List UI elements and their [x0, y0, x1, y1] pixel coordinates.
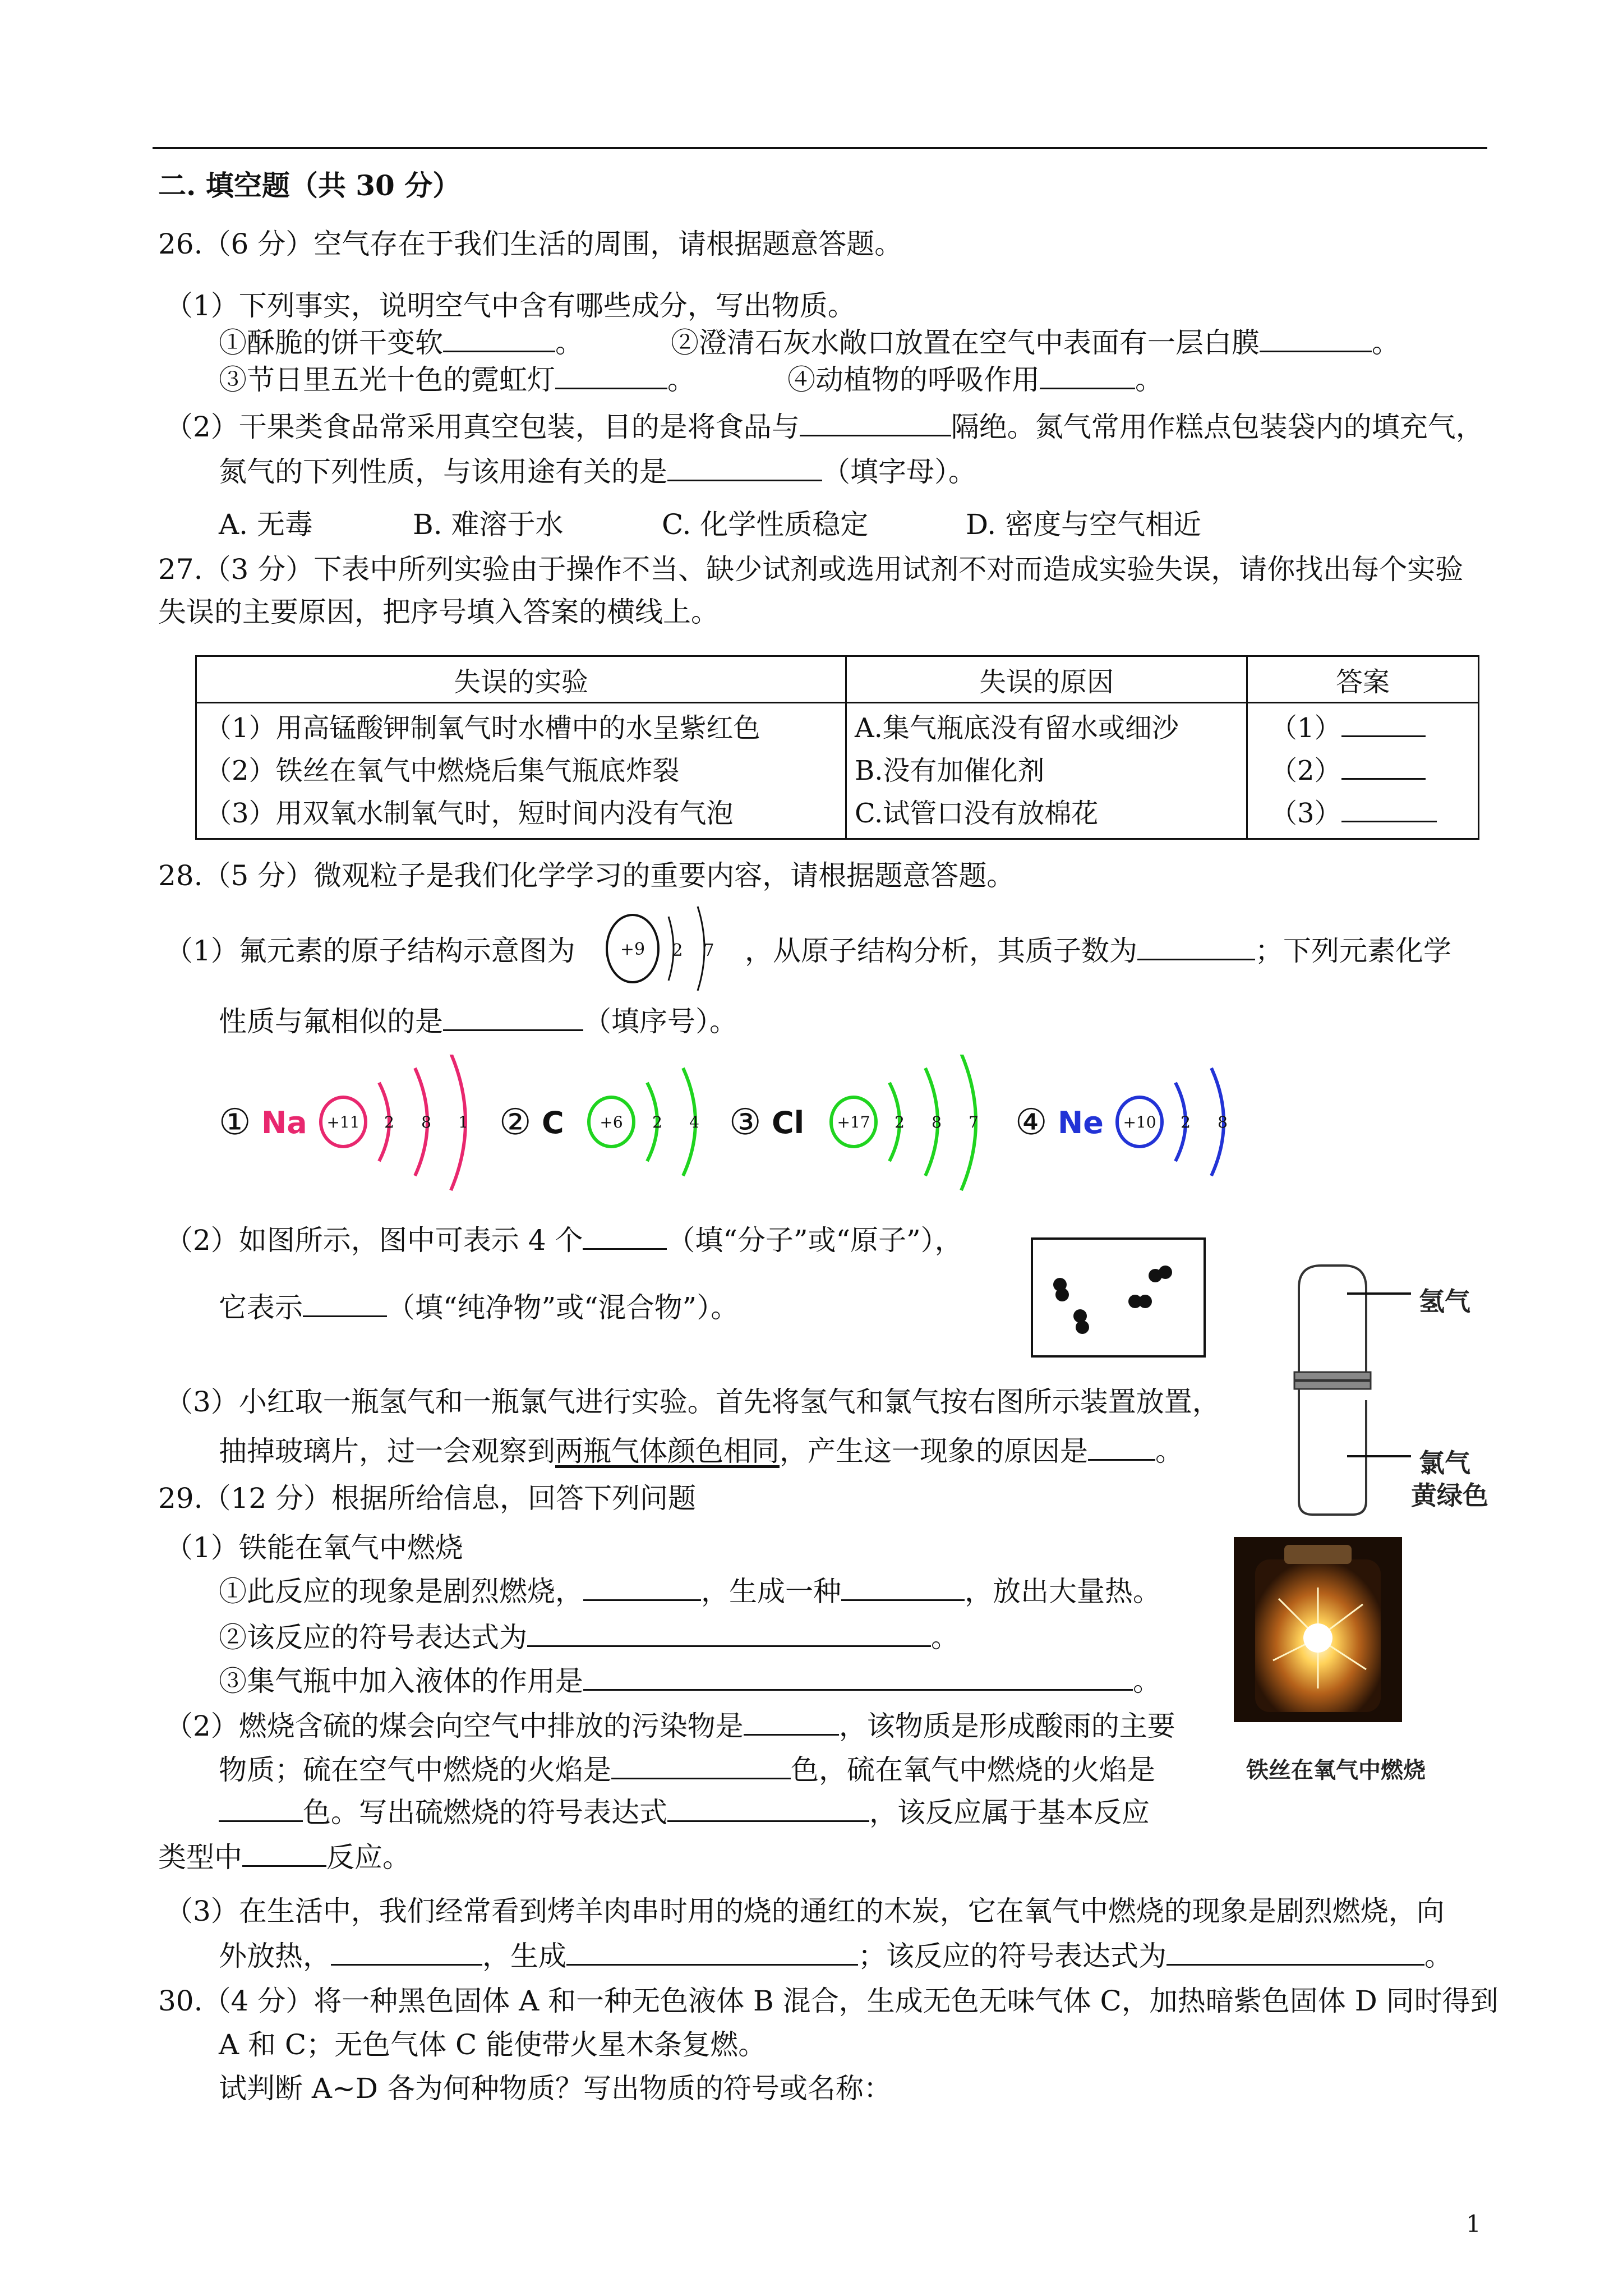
q26-option-a: A. 无毒	[219, 508, 313, 541]
shell-electron-count: 2	[895, 1113, 905, 1131]
element-symbol: Na	[261, 1105, 307, 1140]
answer-blank[interactable]	[1341, 796, 1437, 822]
q26-item3: ③节日里五光十色的霓虹灯 。	[219, 364, 695, 396]
answer-blank[interactable]	[800, 410, 951, 436]
shell-electron-count: 8	[421, 1113, 431, 1131]
q26-item4: ④动植物的呼吸作用 。	[787, 364, 1163, 396]
q26-part2-line2: 氮气的下列性质，与该用途有关的是 （填字母）。	[219, 455, 976, 488]
answer-blank[interactable]	[242, 1841, 326, 1867]
nucleus-charge: +6	[600, 1113, 623, 1131]
answer-blank[interactable]	[1341, 753, 1426, 780]
label-hydrogen: 氢气	[1419, 1286, 1470, 1317]
molecule-atom	[1138, 1295, 1152, 1308]
reason-b: B.没有加催化剂	[855, 755, 1045, 786]
q26-option-b: B. 难溶于水	[413, 508, 564, 541]
chlorine-jar	[1299, 1389, 1366, 1515]
q28-part2-line1: （2）如图所示，图中可表示 4 个 （填“分子”或“原子”），	[165, 1224, 963, 1257]
table-cell-answers	[1247, 703, 1479, 839]
nucleus-charge: +10	[1123, 1113, 1156, 1131]
shell-electron-count: 4	[689, 1113, 699, 1131]
answer-blank[interactable]	[527, 1621, 931, 1647]
experiment-1: （1）用高锰酸钾制氧气时水槽中的水呈紫红色	[205, 712, 760, 744]
answer-blank[interactable]	[611, 1753, 791, 1779]
q26-item1: ①酥脆的饼干变软 。	[219, 326, 583, 359]
atom-index: ④	[1015, 1102, 1048, 1143]
table-header-row	[196, 656, 1479, 703]
q28-part3-line1: （3）小红取一瓶氢气和一瓶氯气进行实验。首先将氢气和氯气按右图所示装置放置，	[165, 1386, 1220, 1418]
q29-item3: ③集气瓶中加入液体的作用是 。	[219, 1665, 1161, 1697]
atom-diagram-3	[729, 1055, 979, 1190]
answer-blank[interactable]	[667, 455, 822, 481]
table-header: 答案	[1247, 656, 1479, 703]
molecule-box-diagram	[1031, 1237, 1206, 1358]
hydrogen-jar	[1299, 1266, 1366, 1372]
element-symbol: Cl	[772, 1105, 805, 1140]
element-atom-diagrams	[219, 1055, 1284, 1217]
answer-blank[interactable]	[583, 1223, 667, 1250]
answer-blank[interactable]	[583, 1575, 701, 1601]
q28-part1-c: 性质与氟相似的是 （填序号）。	[219, 1005, 737, 1038]
photo-caption: 铁丝在氧气中燃烧	[1246, 1757, 1426, 1783]
jar-neck	[1284, 1545, 1352, 1564]
atom-diagram-1	[219, 1055, 468, 1190]
q26-part1: （1）下列事实，说明空气中含有哪些成分，写出物质。	[165, 289, 856, 322]
table-header: 失误的原因	[846, 656, 1247, 703]
shell-electron-count: 2	[1181, 1113, 1191, 1131]
molecule-atom	[1159, 1266, 1172, 1279]
q26-option-c: C. 化学性质稳定	[662, 508, 869, 541]
element-symbol: C	[542, 1105, 564, 1140]
label-chlorine-color: 黄绿色	[1411, 1480, 1488, 1511]
page-number: 1	[1466, 2210, 1481, 2238]
q28-part3-line2: 抽掉玻璃片，过一会观察到两瓶气体颜色相同，产生这一现象的原因是 。	[219, 1435, 1183, 1467]
q27-table	[195, 655, 1479, 840]
q29-item1: ①此反应的现象是剧烈燃烧， ，生成一种 ，放出大量热。	[219, 1575, 1161, 1608]
answer-blank[interactable]	[555, 363, 667, 389]
q27-stem-line2: 失误的主要原因，把序号填入答案的横线上。	[158, 596, 719, 628]
answer-row-2: （2）	[1270, 749, 1470, 792]
q26-stem: 26.（6 分）空气存在于我们生活的周围，请根据题意答题。	[158, 228, 903, 260]
answer-blank[interactable]	[744, 1709, 839, 1736]
q28-stem: 28.（5 分）微观粒子是我们化学学习的重要内容，请根据题意答题。	[158, 859, 1015, 892]
q29-part2-line2: 物质；硫在空气中燃烧的火焰是 色，硫在氧气中燃烧的火焰是	[219, 1754, 1155, 1786]
atom-diagram-2	[499, 1068, 699, 1176]
answer-blank[interactable]	[1260, 326, 1372, 352]
nucleus-charge: +11	[326, 1113, 360, 1131]
atom-index: ①	[219, 1102, 251, 1143]
answer-blank[interactable]	[841, 1575, 965, 1601]
answer-blank[interactable]	[583, 1664, 1133, 1691]
fluorine-atom-diagram	[593, 890, 734, 1007]
experiment-3: （3）用双氧水制氧气时，短时间内没有气泡	[205, 798, 734, 829]
answer-blank[interactable]	[443, 1005, 583, 1031]
shell-electron-count: 7	[969, 1113, 979, 1131]
atom-index: ③	[729, 1102, 762, 1143]
spark-core	[1303, 1623, 1332, 1653]
answer-blank[interactable]	[331, 1939, 482, 1966]
q30-stem-line2: A 和 C；无色气体 C 能使带火星木条复燃。	[219, 2028, 767, 2061]
q26-option-d: D. 密度与空气相近	[966, 508, 1202, 541]
answer-blank[interactable]	[1040, 363, 1135, 389]
molecule-atom	[1073, 1309, 1087, 1323]
q29-part2-line4: 类型中 反应。	[158, 1841, 411, 1874]
answer-row-1: （1）	[1270, 707, 1470, 749]
q29-part1: （1）铁能在氧气中燃烧	[165, 1531, 463, 1564]
shell-electron-count: 1	[458, 1113, 468, 1131]
header-rule	[153, 147, 1487, 149]
shell-electron-count: 2	[384, 1113, 394, 1131]
answer-blank[interactable]	[443, 326, 555, 352]
answer-blank[interactable]	[1088, 1434, 1155, 1461]
q28-part1-a: （1）氟元素的原子结构示意图为	[165, 935, 575, 967]
label-chlorine: 氯气	[1419, 1448, 1470, 1478]
answer-blank[interactable]	[566, 1939, 858, 1966]
answer-blank[interactable]	[1137, 934, 1255, 960]
table-cell-reasons	[846, 703, 1247, 839]
q30-stem-line1: 30.（4 分）将一种黑色固体 A 和一种无色液体 B 混合，生成无色无味气体 C，加热暗紫色固体 D 同时得到	[158, 1985, 1498, 2017]
answer-blank[interactable]	[1166, 1939, 1424, 1966]
nucleus-charge: +17	[837, 1113, 870, 1131]
q29-part3-line2: 外放热， ，生成 ；该反应的符号表达式为 。	[219, 1940, 1453, 1972]
iron-burning-photo	[1234, 1537, 1402, 1722]
answer-blank[interactable]	[219, 1796, 303, 1822]
table-cell-experiments	[196, 703, 846, 839]
answer-blank[interactable]	[303, 1291, 387, 1317]
q26-part2-line1: （2）干果类食品常采用真空包装，目的是将食品与 隔绝。氮气常用作糕点包装袋内的填充气，	[165, 411, 1484, 443]
table-header: 失误的实验	[196, 656, 846, 703]
molecule-atom	[1076, 1320, 1089, 1334]
shell-electron-count: 8	[1218, 1113, 1228, 1131]
answer-blank[interactable]	[1341, 711, 1426, 737]
q29-item2: ②该反应的符号表达式为 。	[219, 1621, 959, 1654]
shell-electron-count: 7	[703, 941, 714, 960]
underlined-phrase: 两瓶气体颜色相同	[555, 1435, 780, 1467]
q28-part2-line2: 它表示 （填“纯净物”或“混合物”）。	[219, 1291, 739, 1324]
answer-blank[interactable]	[667, 1796, 869, 1822]
q29-part2-line1: （2）燃烧含硫的煤会向空气中排放的污染物是 ，该物质是形成酸雨的主要	[165, 1710, 1175, 1742]
atom-diagram-4	[1015, 1068, 1228, 1176]
table-row	[196, 703, 1479, 839]
q29-part2-line3: 色。写出硫燃烧的符号表达式 ，该反应属于基本反应	[219, 1795, 1150, 1830]
molecule-atom	[1055, 1288, 1069, 1301]
q29-stem: 29.（12 分）根据所给信息，回答下列问题	[158, 1482, 697, 1515]
glass-plate	[1294, 1372, 1371, 1380]
glass-plate	[1294, 1381, 1371, 1389]
reason-a: A.集气瓶底没有留水或细沙	[855, 712, 1179, 744]
shell-electron-count: 2	[652, 1113, 662, 1131]
reason-c: C.试管口没有放棉花	[855, 798, 1099, 829]
atom-index: ②	[499, 1102, 532, 1143]
shell-electron-count: 8	[932, 1113, 942, 1131]
shell-electron-count: 2	[672, 941, 683, 960]
answer-row-3: （3）	[1270, 792, 1470, 835]
q30-stem-line3: 试判断 A~D 各为何种物质？写出物质的符号或名称：	[219, 2072, 892, 2105]
q29-part3-line1: （3）在生活中，我们经常看到烤羊肉串时用的烧的通红的木炭，它在氧气中燃烧的现象是剧烈燃烧，向	[165, 1895, 1445, 1927]
nucleus-charge: +9	[620, 940, 645, 959]
element-symbol: Ne	[1058, 1105, 1104, 1140]
experiment-2: （2）铁丝在氧气中燃烧后集气瓶底炸裂	[205, 755, 680, 786]
section-title: 二. 填空题（共 30 分）	[158, 169, 461, 202]
q28-part1-b: ，从原子结构分析，其质子数为 ；下列元素化学	[745, 935, 1451, 967]
q27-stem-line1: 27.（3 分）下表中所列实验由于操作不当、缺少试剂或选用试剂不对而造成实验失误，请你找出每个实验	[158, 553, 1464, 586]
q26-item2: ②澄清石灰水敞口放置在空气中表面有一层白膜 。	[671, 326, 1400, 359]
